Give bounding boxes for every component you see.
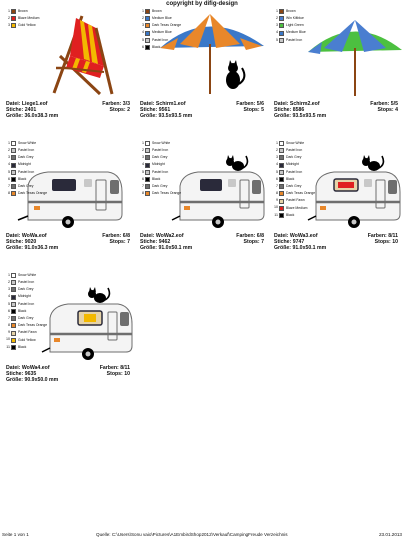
file-name: WoWa.eof bbox=[21, 233, 47, 239]
palette-entry: 9 Pastel Fawn bbox=[276, 198, 305, 203]
palette-entry: 1 Brown bbox=[8, 8, 28, 13]
palette-entry: 5 Pastel Iron bbox=[142, 37, 169, 42]
palette-entry: 10 Blaze Medium bbox=[274, 205, 308, 210]
color-swatch bbox=[11, 316, 16, 321]
color-swatch bbox=[145, 184, 150, 189]
color-swatch bbox=[279, 16, 284, 21]
color-swatch bbox=[11, 338, 16, 343]
palette-entry: 4 Midnight bbox=[8, 294, 31, 299]
color-swatch bbox=[279, 9, 284, 14]
color-swatch bbox=[11, 295, 16, 300]
color-swatch bbox=[145, 9, 150, 14]
palette-entry: 1 Snow White bbox=[142, 140, 171, 145]
palette-entry: 3 Dark Grey bbox=[8, 155, 34, 160]
file-name: WoWa3.eof bbox=[289, 233, 318, 239]
color-swatch bbox=[11, 331, 16, 336]
source-path: Quelle: C:\Users\Sonu vaio\Pictures\A1EmbirdShop2012\Verkauf\CampingFreude Verzeichnis bbox=[96, 532, 288, 537]
file-name: Schirm2.eof bbox=[289, 101, 320, 107]
design-card[interactable] bbox=[272, 8, 402, 126]
color-swatch bbox=[279, 155, 284, 160]
color-palette bbox=[272, 140, 315, 219]
color-palette bbox=[138, 8, 181, 51]
palette-entry: 4 Midnight bbox=[142, 162, 165, 167]
color-swatch bbox=[11, 177, 16, 182]
color-swatch bbox=[11, 155, 16, 160]
color-swatch bbox=[11, 148, 16, 153]
color-swatch bbox=[11, 16, 16, 21]
design-info: Datei: WoWa4.eof Farben: 8/11 Stiche: 9635 Stops: 10 Größe: 90.9x50.0 mm bbox=[6, 365, 130, 384]
color-swatch bbox=[279, 170, 284, 175]
design-card[interactable] bbox=[138, 140, 268, 258]
palette-entry: 1 Brown bbox=[142, 8, 162, 13]
palette-entry: 4 Midnight bbox=[8, 162, 31, 167]
palette-entry: 2 Pastel Iron bbox=[8, 147, 35, 153]
color-swatch bbox=[279, 31, 284, 36]
palette-entry: 2 Win Kiltblue bbox=[276, 15, 304, 21]
color-swatch bbox=[11, 309, 16, 314]
color-swatch bbox=[145, 45, 150, 50]
palette-entry: 1 Snow White bbox=[8, 272, 37, 277]
file-name: Liege1.eof bbox=[21, 101, 48, 107]
color-swatch bbox=[11, 23, 16, 28]
design-info: Datei: WoWa.eof Farben: 6/8 Stiche: 9020 Stops: 7 Größe: 91.0x36.3 mm bbox=[6, 233, 130, 252]
color-swatch bbox=[11, 273, 16, 278]
palette-entry: 11 Black bbox=[6, 344, 27, 349]
palette-entry: 3 Dark Grey bbox=[142, 155, 168, 160]
color-swatch bbox=[279, 163, 284, 168]
color-swatch bbox=[11, 141, 16, 146]
color-palette bbox=[4, 140, 47, 198]
palette-entry: 4 Medium Blue bbox=[276, 30, 306, 35]
palette-entry: 6 Black bbox=[142, 44, 161, 49]
palette-entry: 4 Midnight bbox=[276, 162, 299, 167]
palette-entry: 3 Light Green bbox=[276, 23, 304, 28]
page-copyright: copyright by difig-design bbox=[166, 1, 238, 7]
color-palette bbox=[138, 140, 181, 198]
palette-entry: 5 Pastel Iron bbox=[276, 37, 303, 42]
design-card[interactable] bbox=[4, 140, 134, 258]
palette-entry: 1 Snow White bbox=[276, 140, 305, 145]
palette-entry: 1 Brown bbox=[276, 8, 296, 13]
color-swatch bbox=[279, 213, 284, 218]
color-swatch bbox=[279, 141, 284, 146]
color-swatch bbox=[11, 287, 16, 292]
color-swatch bbox=[145, 141, 150, 146]
palette-entry: 8 Dark Texas Orange bbox=[8, 323, 48, 328]
palette-entry: 8 Dark Texas Orange bbox=[276, 191, 316, 196]
color-palette bbox=[272, 8, 306, 44]
color-swatch bbox=[145, 38, 150, 43]
palette-entry: 3 Dark Grey bbox=[8, 287, 34, 292]
design-info: Datei: WoWa2.eof Farben: 6/8 Stiche: 9462 Stops: 7 Größe: 91.0x50.1 mm bbox=[140, 233, 264, 252]
palette-entry: 1 Snow White bbox=[8, 140, 37, 145]
palette-entry: 5 Pastel Iron bbox=[142, 169, 169, 174]
palette-entry: 8 Dark Texas Orange bbox=[142, 191, 182, 196]
design-card[interactable] bbox=[4, 272, 134, 390]
color-swatch bbox=[145, 170, 150, 175]
design-info: Datei: Schirm1.eof Farben: 5/6 Stiche: 9561 Stops: 5 Größe: 93.5x93.5 mm bbox=[140, 101, 264, 120]
palette-entry: 7 Dark Grey bbox=[276, 183, 302, 189]
color-swatch bbox=[279, 38, 284, 43]
design-card[interactable] bbox=[4, 8, 134, 126]
color-swatch bbox=[145, 31, 150, 36]
color-swatch bbox=[145, 177, 150, 182]
color-swatch bbox=[11, 323, 16, 328]
palette-entry: 11 Black bbox=[274, 212, 295, 217]
color-swatch bbox=[11, 345, 16, 350]
color-swatch bbox=[11, 163, 16, 168]
palette-entry: 2 Pastel Iron bbox=[142, 147, 169, 153]
design-info: Datei: WoWa3.eof Farben: 8/11 Stiche: 9747 Stops: 10 Größe: 91.0x50.1 mm bbox=[274, 233, 398, 252]
color-swatch bbox=[145, 191, 150, 196]
color-swatch bbox=[11, 302, 16, 307]
palette-entry: 3 Gold Yellow bbox=[8, 23, 36, 28]
palette-entry: 3 Dark Texas Orange bbox=[142, 23, 182, 28]
palette-entry: 8 Dark Texas Orange bbox=[8, 191, 48, 196]
palette-entry: 9 Pastel Fawn bbox=[8, 330, 37, 335]
palette-entry: 5 Pastel Iron bbox=[276, 169, 303, 174]
color-swatch bbox=[11, 184, 16, 189]
design-card[interactable] bbox=[272, 140, 402, 258]
color-swatch bbox=[279, 199, 284, 204]
color-swatch bbox=[279, 23, 284, 28]
palette-entry: 6 Black bbox=[276, 176, 295, 181]
palette-entry: 6 Black bbox=[142, 176, 161, 181]
color-swatch bbox=[279, 191, 284, 196]
color-swatch bbox=[145, 148, 150, 153]
palette-entry: 2 Medium Blue bbox=[142, 15, 172, 21]
palette-entry: 6 Black bbox=[8, 176, 27, 181]
file-name: WoWa2.eof bbox=[155, 233, 184, 239]
palette-entry: 7 Dark Grey bbox=[142, 183, 168, 189]
palette-entry: 2 Pastel Iron bbox=[8, 279, 35, 285]
color-swatch bbox=[11, 280, 16, 285]
palette-entry: 5 Pastel Iron bbox=[8, 301, 35, 306]
palette-entry: 6 Black bbox=[8, 308, 27, 313]
color-swatch bbox=[279, 177, 284, 182]
file-name: WoWa4.eof bbox=[21, 365, 50, 371]
page-number: Seite 1 von 1 bbox=[2, 532, 29, 537]
palette-entry: 4 Medium Blue bbox=[142, 30, 172, 35]
print-date: 23.01.2013 bbox=[379, 532, 402, 537]
design-info: Datei: Liege1.eof Farben: 3/3 Stiche: 2401 Stops: 2 Größe: 36.0x38.3 mm bbox=[6, 101, 130, 120]
palette-entry: 3 Dark Grey bbox=[276, 155, 302, 160]
color-swatch bbox=[145, 16, 150, 21]
palette-entry: 7 Dark Grey bbox=[8, 315, 34, 321]
color-swatch bbox=[145, 23, 150, 28]
color-swatch bbox=[11, 9, 16, 14]
color-swatch bbox=[11, 191, 16, 196]
palette-entry: 5 Pastel Iron bbox=[8, 169, 35, 174]
color-swatch bbox=[279, 148, 284, 153]
palette-entry: 10 Gold Yellow bbox=[6, 337, 36, 342]
file-name: Schirm1.eof bbox=[155, 101, 186, 107]
color-swatch bbox=[145, 163, 150, 168]
color-swatch bbox=[279, 184, 284, 189]
color-palette bbox=[4, 8, 39, 30]
color-swatch bbox=[145, 155, 150, 160]
color-palette bbox=[4, 272, 47, 351]
design-card[interactable] bbox=[138, 8, 268, 126]
palette-entry: 2 Blaze Medium bbox=[8, 15, 40, 21]
palette-entry: 7 Dark Grey bbox=[8, 183, 34, 189]
design-info: Datei: Schirm2.eof Farben: 5/5 Stiche: 8586 Stops: 4 Größe: 93.5x93.5 mm bbox=[274, 101, 398, 120]
palette-entry: 2 Pastel Iron bbox=[276, 147, 303, 153]
color-swatch bbox=[279, 206, 284, 211]
color-swatch bbox=[11, 170, 16, 175]
